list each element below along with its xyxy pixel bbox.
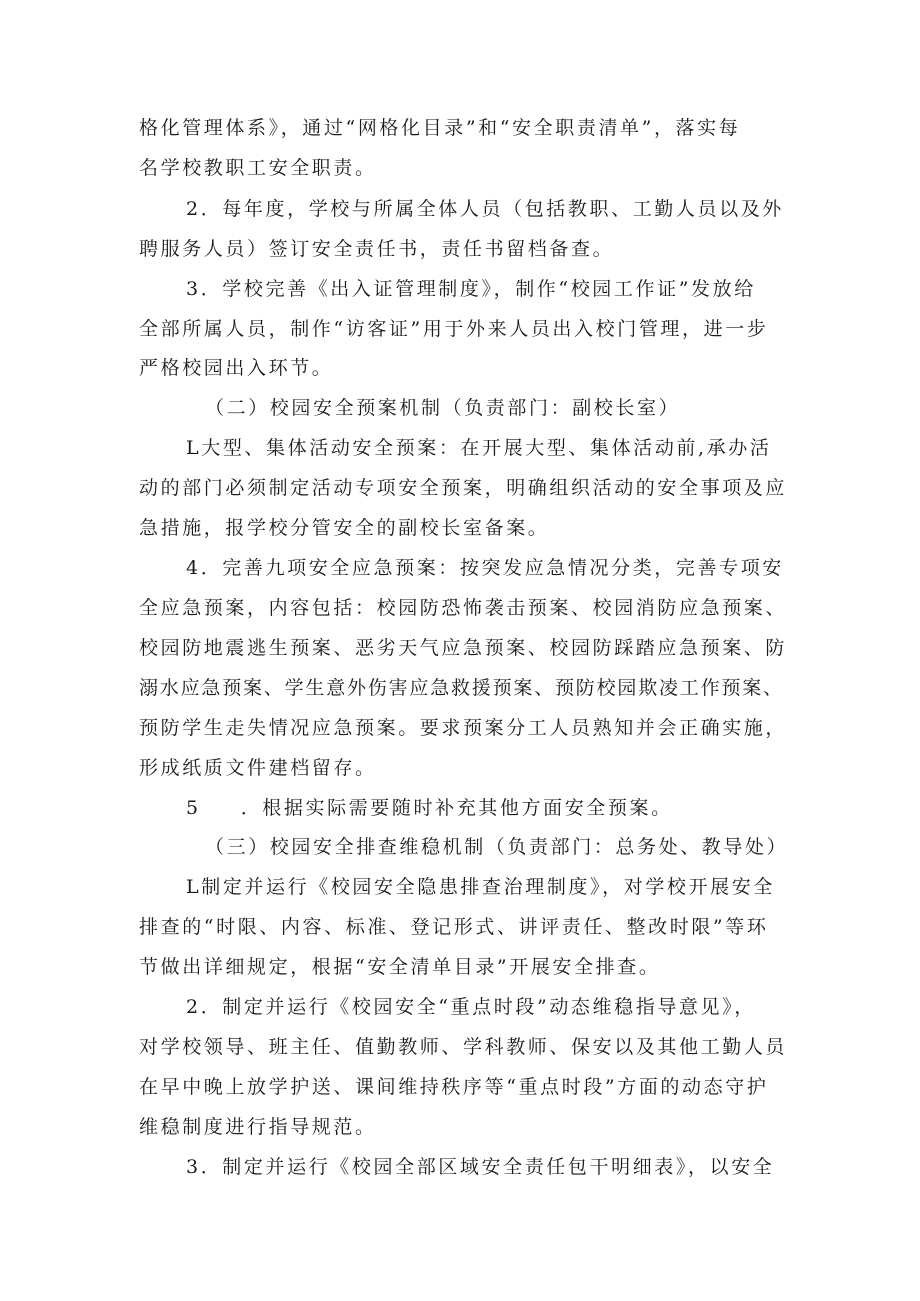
paragraph-line: 3．学校完善《出入证管理制度》，制作“校园工作证”发放给	[186, 278, 756, 300]
paragraph-line: 格化管理体系》，通过“网格化目录”和“安全职责清单”，落实每	[139, 117, 741, 139]
paragraph-line: 校园防地震逃生预案、恶劣天气应急预案、校园防踩踏应急预案、防	[139, 637, 788, 659]
paragraph-line	[186, 796, 673, 820]
paragraph-line: 形成纸质文件建档留存。	[139, 757, 377, 779]
paragraph-line: 对学校领导、班主任、值勤教师、学科教师、保安以及其他工勤人员	[139, 1036, 788, 1058]
paragraph-line: 急措施，报学校分管安全的副校长室备案。	[139, 517, 550, 539]
paragraph-line: 维稳制度进行指导规范。	[139, 1116, 377, 1138]
paragraph-line: 名学校教职工安全职责。	[139, 157, 377, 179]
paragraph-line: L制定并运行《校园安全隐患排查治理制度》，对学校开展安全	[186, 876, 775, 898]
paragraph-line: 预防学生走失情况应急预案。要求预案分工人员熟知并会正确实施，	[139, 717, 788, 739]
section-heading: （三）校园安全排查维稳机制（负责部门：总务处、教导处）	[205, 836, 789, 858]
paragraph-line: 全部所属人员，制作“访客证”用于外来人员出入校门管理，进一步	[139, 318, 769, 340]
list-number: 5	[186, 797, 201, 819]
paragraph-line: 聘服务人员）签订安全责任书，责任书留档备查。	[139, 238, 615, 260]
paragraph-line: 溺水应急预案、学生意外伤害应急救援预案、预防校园欺凌工作预案、	[139, 677, 784, 699]
paragraph-line: 动的部门必须制定活动专项安全预案，明确组织活动的安全事项及应	[139, 477, 788, 499]
paragraph-line: 严格校园出入环节。	[139, 357, 334, 379]
paragraph-line: 2．每年度，学校与所属全体人员（包括教职、工勤人员以及外	[186, 198, 784, 220]
paragraph-line: 在早中晚上放学护送、课间维持秩序等“重点时段”方面的动态守护	[139, 1076, 769, 1098]
paragraph-line: 节做出详细规定，根据“安全清单目录”开展安全排查。	[139, 956, 661, 978]
paragraph-line: 3．制定并运行《校园全部区域安全责任包干明细表》，以安全	[186, 1156, 775, 1178]
paragraph-line: 排查的“时限、内容、标准、登记形式、讲评责任、整改时限”等环	[139, 916, 769, 938]
list-text: ．根据实际需要随时补充其他方面安全预案。	[240, 797, 673, 819]
paragraph-line: 2．制定并运行《校园安全“重点时段”动态维稳指导意见》，	[186, 996, 756, 1018]
paragraph-line: 全应急预案，内容包括：校园防恐怖袭击预案、校园消防应急预案、	[139, 597, 788, 619]
section-heading: （二）校园安全预案机制（负责部门：副校长室）	[205, 397, 681, 419]
paragraph-line: L大型、集体活动安全预案：在开展大型、集体活动前,承办活	[186, 437, 772, 459]
paragraph-line: 4．完善九项安全应急预案：按突发应急情况分类，完善专项安	[186, 557, 784, 579]
